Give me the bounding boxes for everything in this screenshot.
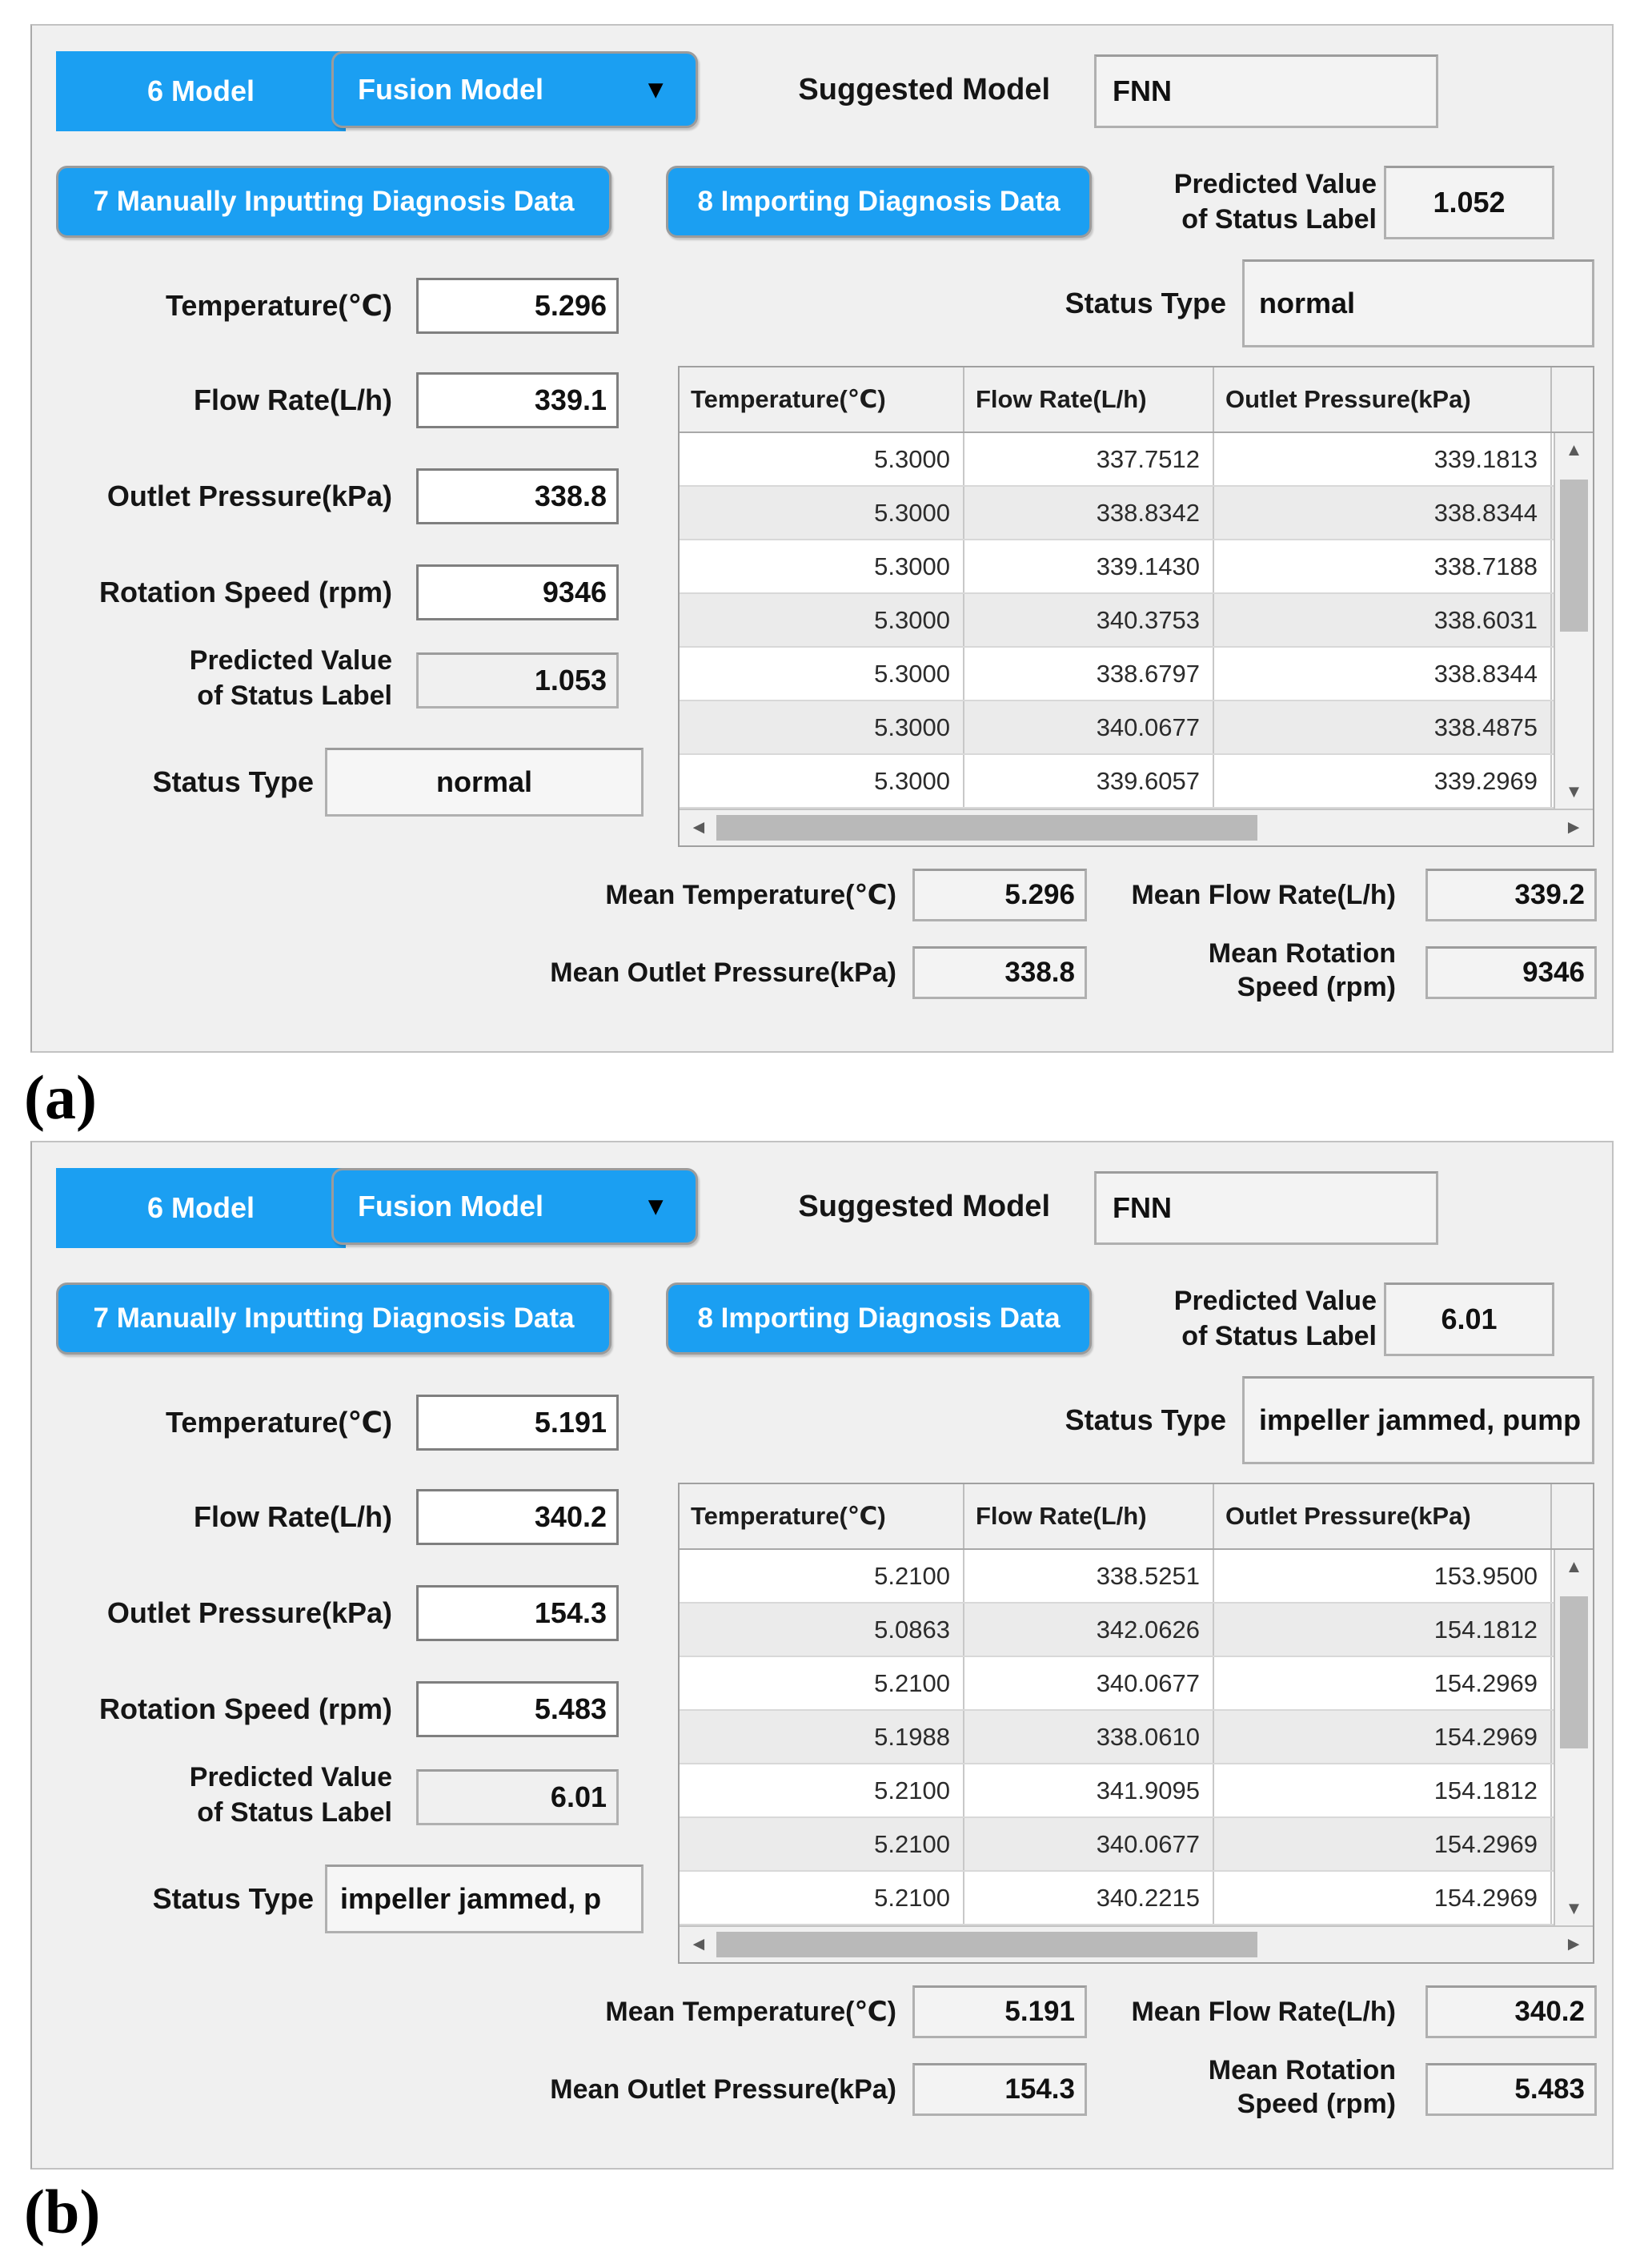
table-cell[interactable]: 338.5251 xyxy=(964,1550,1214,1602)
table-header-temperature[interactable]: Temperature(℃) xyxy=(680,1484,964,1548)
table-row xyxy=(680,433,1555,487)
panel-a xyxy=(30,24,1614,1053)
flow-rate-input[interactable]: 340.2 xyxy=(416,1489,619,1545)
table-cell[interactable]: 338.8344 xyxy=(1214,487,1552,539)
table-header-row xyxy=(680,367,1593,433)
model-button[interactable]: 6 Model xyxy=(56,51,346,131)
status-type-left-field: impeller jammed, p xyxy=(325,1865,644,1933)
table-cell[interactable]: 5.3000 xyxy=(680,594,964,646)
table-cell[interactable]: 340.2215 xyxy=(964,1872,1214,1924)
table-cell[interactable]: 5.3000 xyxy=(680,648,964,700)
mean-outlet-pressure-label: Mean Outlet Pressure(kPa) xyxy=(550,957,896,988)
suggested-model-label: Suggested Model xyxy=(798,72,1050,106)
mean-rotation-speed-label: Mean Rotation Speed (rpm) xyxy=(1208,2055,1396,2119)
manual-input-button[interactable]: 7 Manually Inputting Diagnosis Data xyxy=(56,166,611,238)
table-cell[interactable]: 340.0677 xyxy=(964,1657,1214,1709)
flow-rate-input[interactable]: 339.1 xyxy=(416,372,619,428)
predicted-value-top-field: 1.052 xyxy=(1384,166,1554,239)
table-cell[interactable]: 5.3000 xyxy=(680,540,964,592)
suggested-model-field: FNN xyxy=(1094,54,1438,128)
status-type-right-label: Status Type xyxy=(1065,1403,1226,1436)
table-cell[interactable]: 340.3753 xyxy=(964,594,1214,646)
table-header-outlet-pressure[interactable]: Outlet Pressure(kPa) xyxy=(1214,367,1552,432)
diagnosis-table xyxy=(678,1483,1594,1964)
caption-a: (a) xyxy=(24,1062,97,1132)
table-header-flow-rate[interactable]: Flow Rate(L/h) xyxy=(964,367,1214,432)
rotation-speed-input[interactable]: 9346 xyxy=(416,564,619,620)
table-row xyxy=(680,701,1555,755)
h-scroll-thumb[interactable] xyxy=(716,815,1257,841)
status-type-right-field: impeller jammed, pump xyxy=(1242,1376,1594,1464)
v-scroll-thumb[interactable] xyxy=(1560,1596,1588,1748)
suggested-model-label: Suggested Model xyxy=(798,1189,1050,1223)
table-row xyxy=(680,755,1555,809)
status-type-left-field: normal xyxy=(325,748,644,817)
predicted-value-top-field: 6.01 xyxy=(1384,1283,1554,1356)
table-cell[interactable]: 5.2100 xyxy=(680,1764,964,1816)
table-cell[interactable]: 5.2100 xyxy=(680,1550,964,1602)
fusion-model-dropdown[interactable] xyxy=(331,1168,698,1245)
table-cell[interactable]: 5.3000 xyxy=(680,755,964,807)
table-cell[interactable]: 153.9500 xyxy=(1214,1550,1552,1602)
table-cell[interactable]: 338.8344 xyxy=(1214,648,1552,700)
vertical-scrollbar[interactable] xyxy=(1554,433,1593,809)
table-cell[interactable]: 154.2969 xyxy=(1214,1657,1552,1709)
mean-rotation-speed-label: Mean Rotation Speed (rpm) xyxy=(1208,938,1396,1002)
fusion-model-dropdown-label: Fusion Model xyxy=(358,73,543,106)
chevron-down-icon: ▼ xyxy=(643,1191,668,1221)
horizontal-scrollbar[interactable] xyxy=(680,809,1593,845)
table-cell[interactable]: 338.6031 xyxy=(1214,594,1552,646)
table-cell[interactable]: 340.0677 xyxy=(964,1818,1214,1870)
vertical-scrollbar[interactable] xyxy=(1554,1550,1593,1925)
import-data-button[interactable]: 8 Importing Diagnosis Data xyxy=(666,1283,1092,1355)
flow-rate-label: Flow Rate(L/h) xyxy=(194,1500,392,1533)
v-scroll-thumb[interactable] xyxy=(1560,480,1588,632)
table-cell[interactable]: 5.0863 xyxy=(680,1604,964,1656)
temperature-label: Temperature(℃) xyxy=(166,1406,392,1439)
table-cell[interactable]: 337.7512 xyxy=(964,433,1214,485)
suggested-model-field: FNN xyxy=(1094,1171,1438,1245)
rotation-speed-input[interactable]: 5.483 xyxy=(416,1681,619,1737)
mean-temperature-label: Mean Temperature(℃) xyxy=(605,880,896,910)
table-header-outlet-pressure[interactable]: Outlet Pressure(kPa) xyxy=(1214,1484,1552,1548)
mean-temperature-field: 5.191 xyxy=(912,1985,1087,2038)
table-cell[interactable]: 154.2969 xyxy=(1214,1711,1552,1763)
table-cell[interactable]: 5.3000 xyxy=(680,487,964,539)
table-row xyxy=(680,540,1555,594)
mean-flow-rate-label: Mean Flow Rate(L/h) xyxy=(1131,1996,1396,2027)
table-cell[interactable]: 5.2100 xyxy=(680,1872,964,1924)
table-cell[interactable]: 340.0677 xyxy=(964,701,1214,753)
table-header-spacer xyxy=(1552,1484,1593,1548)
table-cell[interactable]: 154.2969 xyxy=(1214,1818,1552,1870)
flow-rate-label: Flow Rate(L/h) xyxy=(194,383,392,416)
table-cell[interactable]: 339.1813 xyxy=(1214,433,1552,485)
mean-flow-rate-field: 339.2 xyxy=(1425,869,1597,921)
table-cell[interactable]: 338.4875 xyxy=(1214,701,1552,753)
table-cell[interactable]: 154.2969 xyxy=(1214,1872,1552,1924)
table-row xyxy=(680,1604,1555,1657)
mean-temperature-field: 5.296 xyxy=(912,869,1087,921)
table-row xyxy=(680,648,1555,701)
outlet-pressure-input[interactable]: 338.8 xyxy=(416,468,619,524)
panel-b xyxy=(30,1141,1614,2170)
table-row xyxy=(680,1764,1555,1818)
mean-outlet-pressure-label: Mean Outlet Pressure(kPa) xyxy=(550,2073,896,2105)
status-type-right-field: normal xyxy=(1242,259,1594,347)
table-body xyxy=(680,1550,1593,1925)
mean-outlet-pressure-field: 154.3 xyxy=(912,2063,1087,2116)
table-row xyxy=(680,1818,1555,1872)
mean-flow-rate-label: Mean Flow Rate(L/h) xyxy=(1131,879,1396,910)
status-type-right-label: Status Type xyxy=(1065,287,1226,319)
scroll-right-icon[interactable]: ► xyxy=(1564,1933,1583,1955)
table-header-row xyxy=(680,1484,1593,1550)
mean-outlet-pressure-field: 338.8 xyxy=(912,946,1087,999)
status-type-left-label: Status Type xyxy=(152,765,314,798)
predicted-value-left-field: 1.053 xyxy=(416,652,619,708)
table-cell[interactable]: 154.1812 xyxy=(1214,1764,1552,1816)
table-cell[interactable]: 339.2969 xyxy=(1214,755,1552,807)
table-cell[interactable]: 338.0610 xyxy=(964,1711,1214,1763)
table-cell[interactable]: 338.8342 xyxy=(964,487,1214,539)
table-row xyxy=(680,1657,1555,1711)
chevron-down-icon: ▼ xyxy=(643,74,668,104)
predicted-value-top-label: Predicted Value of Status Label xyxy=(1173,169,1377,235)
scroll-left-icon[interactable]: ◄ xyxy=(689,1933,708,1955)
status-type-left-label: Status Type xyxy=(152,1882,314,1915)
table-cell[interactable]: 339.6057 xyxy=(964,755,1214,807)
predicted-value-left-label: Predicted Value of Status Label xyxy=(189,1762,392,1828)
temperature-input[interactable]: 5.191 xyxy=(416,1395,619,1451)
table-cell[interactable]: 338.7188 xyxy=(1214,540,1552,592)
outlet-pressure-label: Outlet Pressure(kPa) xyxy=(106,480,392,512)
table-cell[interactable]: 154.1812 xyxy=(1214,1604,1552,1656)
rotation-speed-label: Rotation Speed (rpm) xyxy=(99,576,392,608)
h-scroll-thumb[interactable] xyxy=(716,1932,1257,1957)
table-cell[interactable]: 341.9095 xyxy=(964,1764,1214,1816)
table-row xyxy=(680,594,1555,648)
outlet-pressure-label: Outlet Pressure(kPa) xyxy=(106,1596,392,1629)
scroll-right-icon[interactable]: ► xyxy=(1564,817,1583,838)
scroll-left-icon[interactable]: ◄ xyxy=(689,817,708,838)
table-row xyxy=(680,487,1555,540)
model-button[interactable]: 6 Model xyxy=(56,1168,346,1248)
predicted-value-left-label: Predicted Value of Status Label xyxy=(189,645,392,711)
import-data-button[interactable]: 8 Importing Diagnosis Data xyxy=(666,166,1092,238)
table-cell[interactable]: 5.2100 xyxy=(680,1657,964,1709)
outlet-pressure-input[interactable]: 154.3 xyxy=(416,1585,619,1641)
manual-input-button[interactable]: 7 Manually Inputting Diagnosis Data xyxy=(56,1283,611,1355)
horizontal-scrollbar[interactable] xyxy=(680,1925,1593,1962)
temperature-label: Temperature(℃) xyxy=(166,289,392,322)
mean-temperature-label: Mean Temperature(℃) xyxy=(605,1997,896,2027)
predicted-value-left-field: 6.01 xyxy=(416,1769,619,1825)
rotation-speed-label: Rotation Speed (rpm) xyxy=(99,1692,392,1725)
table-cell[interactable]: 5.3000 xyxy=(680,701,964,753)
scroll-down-icon[interactable]: ▼ xyxy=(1565,1898,1583,1918)
predicted-value-top-label: Predicted Value of Status Label xyxy=(1173,1286,1377,1351)
scroll-up-icon[interactable]: ▲ xyxy=(1565,1556,1583,1576)
table-header-temperature[interactable]: Temperature(℃) xyxy=(680,367,964,432)
table-cell[interactable]: 5.2100 xyxy=(680,1818,964,1870)
mean-rotation-speed-field: 5.483 xyxy=(1425,2063,1597,2116)
table-cell[interactable]: 338.6797 xyxy=(964,648,1214,700)
fusion-model-dropdown-label: Fusion Model xyxy=(358,1190,543,1222)
scroll-down-icon[interactable]: ▼ xyxy=(1565,781,1583,801)
table-row xyxy=(680,1872,1555,1925)
table-row xyxy=(680,1550,1555,1604)
table-row xyxy=(680,1711,1555,1764)
caption-b: (b) xyxy=(24,2177,101,2246)
temperature-input[interactable]: 5.296 xyxy=(416,278,619,334)
table-body xyxy=(680,433,1593,809)
table-cell[interactable]: 342.0626 xyxy=(964,1604,1214,1656)
diagnosis-table xyxy=(678,366,1594,847)
table-header-flow-rate[interactable]: Flow Rate(L/h) xyxy=(964,1484,1214,1548)
fusion-model-dropdown[interactable] xyxy=(331,51,698,128)
table-cell[interactable]: 5.3000 xyxy=(680,433,964,485)
scroll-up-icon[interactable]: ▲ xyxy=(1565,440,1583,460)
table-cell[interactable]: 5.1988 xyxy=(680,1711,964,1763)
table-header-spacer xyxy=(1552,367,1593,432)
table-cell[interactable]: 339.1430 xyxy=(964,540,1214,592)
mean-flow-rate-field: 340.2 xyxy=(1425,1985,1597,2038)
mean-rotation-speed-field: 9346 xyxy=(1425,946,1597,999)
